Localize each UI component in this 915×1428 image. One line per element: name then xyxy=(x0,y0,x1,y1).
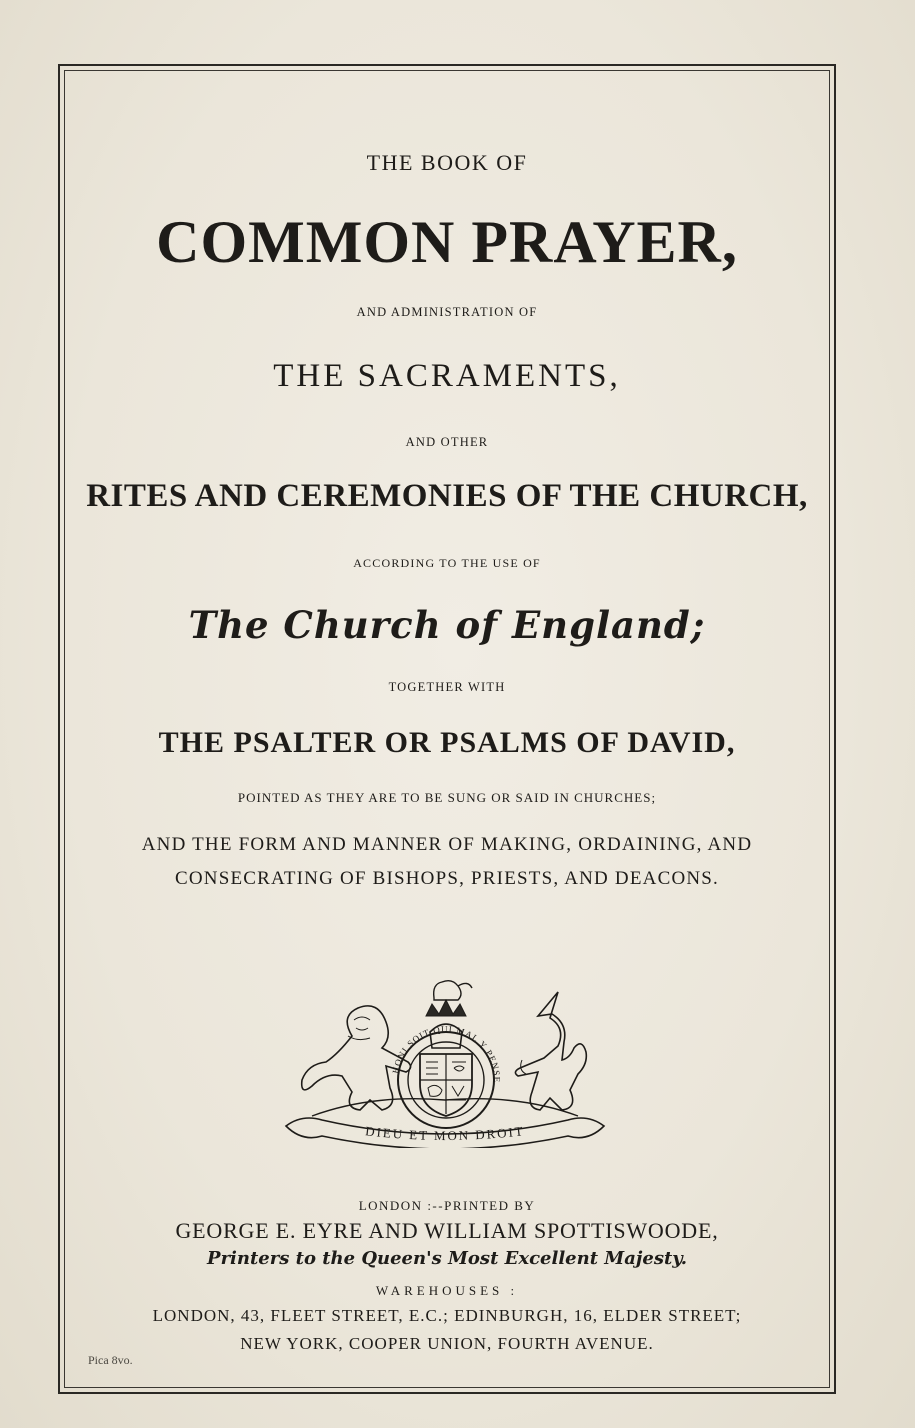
title-pointed: POINTED AS THEY ARE TO BE SUNG OR SAID IN CHURCHES; xyxy=(237,790,657,805)
imprint-address-2: NEW YORK, COOPER UNION, FOURTH AVENUE. xyxy=(240,1334,654,1353)
scroll-motto: DIEU ET MON DROIT xyxy=(364,1123,526,1144)
title-church-of-england: The Church of England; xyxy=(188,603,706,647)
imprint-printers-title: Printers to the Queen's Most Excellent Majesty. xyxy=(207,1248,687,1269)
garter-motto: HONI SOIT QUI MAL Y PENSE xyxy=(390,1023,503,1084)
crown xyxy=(426,1000,466,1016)
royal-coat-of-arms xyxy=(282,976,608,1148)
title-psalter: THE PSALTER OR PSALMS OF DAVID, xyxy=(158,726,736,759)
title-form-line-1: AND THE FORM AND MANNER OF MAKING, ORDAINING, AND xyxy=(141,834,753,855)
imprint-address-1: LONDON, 43, FLEET STREET, E.C.; EDINBURGH, 16, ELDER STREET; xyxy=(152,1306,742,1325)
title-administration: AND ADMINISTRATION OF xyxy=(356,305,538,319)
title-and-other: AND OTHER xyxy=(405,435,489,449)
edition-note: Pica 8vo. xyxy=(88,1353,133,1367)
title-book-of: THE BOOK OF xyxy=(366,150,528,175)
title-sacraments: THE SACRAMENTS, xyxy=(273,358,621,394)
imprint-printers-names: GEORGE E. EYRE AND WILLIAM SPOTTISWOODE, xyxy=(175,1218,719,1243)
title-common-prayer: COMMON PRAYER, xyxy=(156,209,738,275)
unicorn-supporter xyxy=(515,992,586,1110)
imprint-london: LONDON :--PRINTED BY xyxy=(358,1198,536,1213)
lion-supporter xyxy=(302,1006,411,1110)
imprint-warehouses: WAREHOUSES : xyxy=(375,1283,519,1298)
title-together-with: TOGETHER WITH xyxy=(388,680,506,694)
title-rites: RITES AND CEREMONIES OF THE CHURCH, xyxy=(86,478,808,514)
svg-text:DIEU ET MON DROIT xyxy=(365,1123,526,1143)
title-according: ACCORDING TO THE USE OF xyxy=(353,556,541,570)
crest-lion xyxy=(434,981,472,1000)
title-form-line-2: CONSECRATING OF BISHOPS, PRIESTS, AND DEACONS. xyxy=(174,868,719,889)
